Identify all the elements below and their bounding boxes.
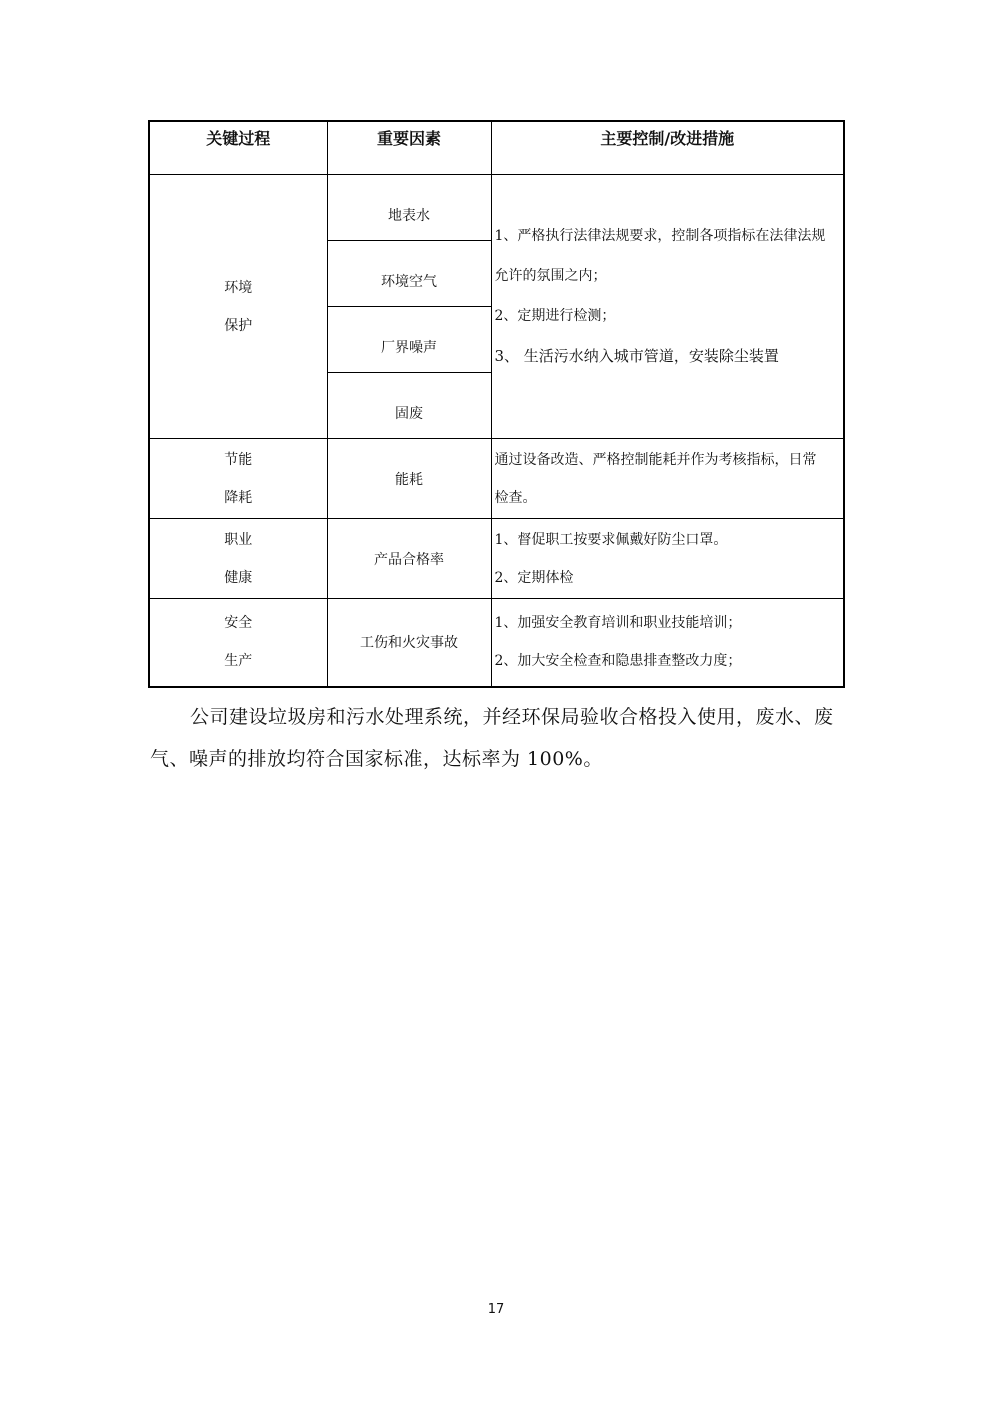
table-row [149, 439, 844, 519]
process-text: 节能 [224, 451, 253, 468]
factor-text: 厂界噪声 [381, 339, 437, 356]
table-row [149, 519, 844, 599]
factor-cell [327, 241, 491, 307]
measure-line: 2、定期体检 [494, 569, 574, 586]
factor-cell [327, 519, 491, 599]
factor-cell [327, 175, 491, 241]
measure-line: 通过设备改造、严格控制能耗并作为考核指标，日常 [494, 451, 817, 468]
process-text: 生产 [224, 653, 253, 670]
measure-cell [491, 439, 844, 519]
table-header-row [149, 121, 844, 175]
factor-cell [327, 439, 491, 519]
factor-cell [327, 373, 491, 439]
measure-line: 2、定期进行检测； [494, 308, 616, 324]
body-paragraph: 公司建设垃圾房和污水处理系统，并经环保局验收合格投入使用，废水、废气、噪声的排放均符合国家标准，达标率为 100%。 [150, 706, 834, 770]
process-cell [149, 599, 327, 687]
process-text: 保护 [224, 317, 253, 334]
factor-cell [327, 307, 491, 373]
process-text: 环境 [224, 279, 253, 296]
header-important-factor: 重要因素 [327, 121, 491, 175]
process-cell [149, 439, 327, 519]
measure-line: 允许的氛围之内； [494, 268, 607, 284]
process-cell-environment [149, 175, 327, 439]
factor-text: 产品合格率 [374, 551, 444, 568]
measure-cell [491, 599, 844, 687]
process-text: 降耗 [224, 489, 253, 506]
factor-text: 固废 [395, 405, 423, 422]
measure-line: 检查。 [494, 489, 537, 506]
process-text: 健康 [224, 569, 253, 586]
factor-text: 地表水 [388, 207, 430, 224]
measure-line: 1、严格执行法律法规要求，控制各项指标在法律法规 [494, 228, 826, 244]
page-number: 17 [487, 1302, 505, 1317]
factor-text: 工伤和火灾事故 [360, 635, 458, 652]
measure-line: 2、加大安全检查和隐患排查整改力度； [494, 653, 742, 670]
process-text: 安全 [224, 615, 253, 632]
factor-text: 环境空气 [381, 273, 437, 290]
factor-text: 能耗 [395, 471, 423, 488]
measure-line: 1、加强安全教育培训和职业技能培训； [494, 615, 742, 632]
process-text: 职业 [224, 531, 253, 548]
header-control-measures: 主要控制/改进措施 [491, 121, 844, 175]
measure-cell [491, 519, 844, 599]
measure-line: 1、督促职工按要求佩戴好防尘口罩。 [494, 531, 728, 548]
header-key-process: 关键过程 [149, 121, 327, 175]
measure-cell-environment [491, 175, 844, 439]
process-cell [149, 519, 327, 599]
factor-cell [327, 599, 491, 687]
control-measures-table [148, 120, 845, 688]
table-row [149, 175, 844, 241]
table-row [149, 599, 844, 687]
measure-line: 3、 生活污水纳入城市管道，安装除尘装置 [494, 347, 779, 365]
